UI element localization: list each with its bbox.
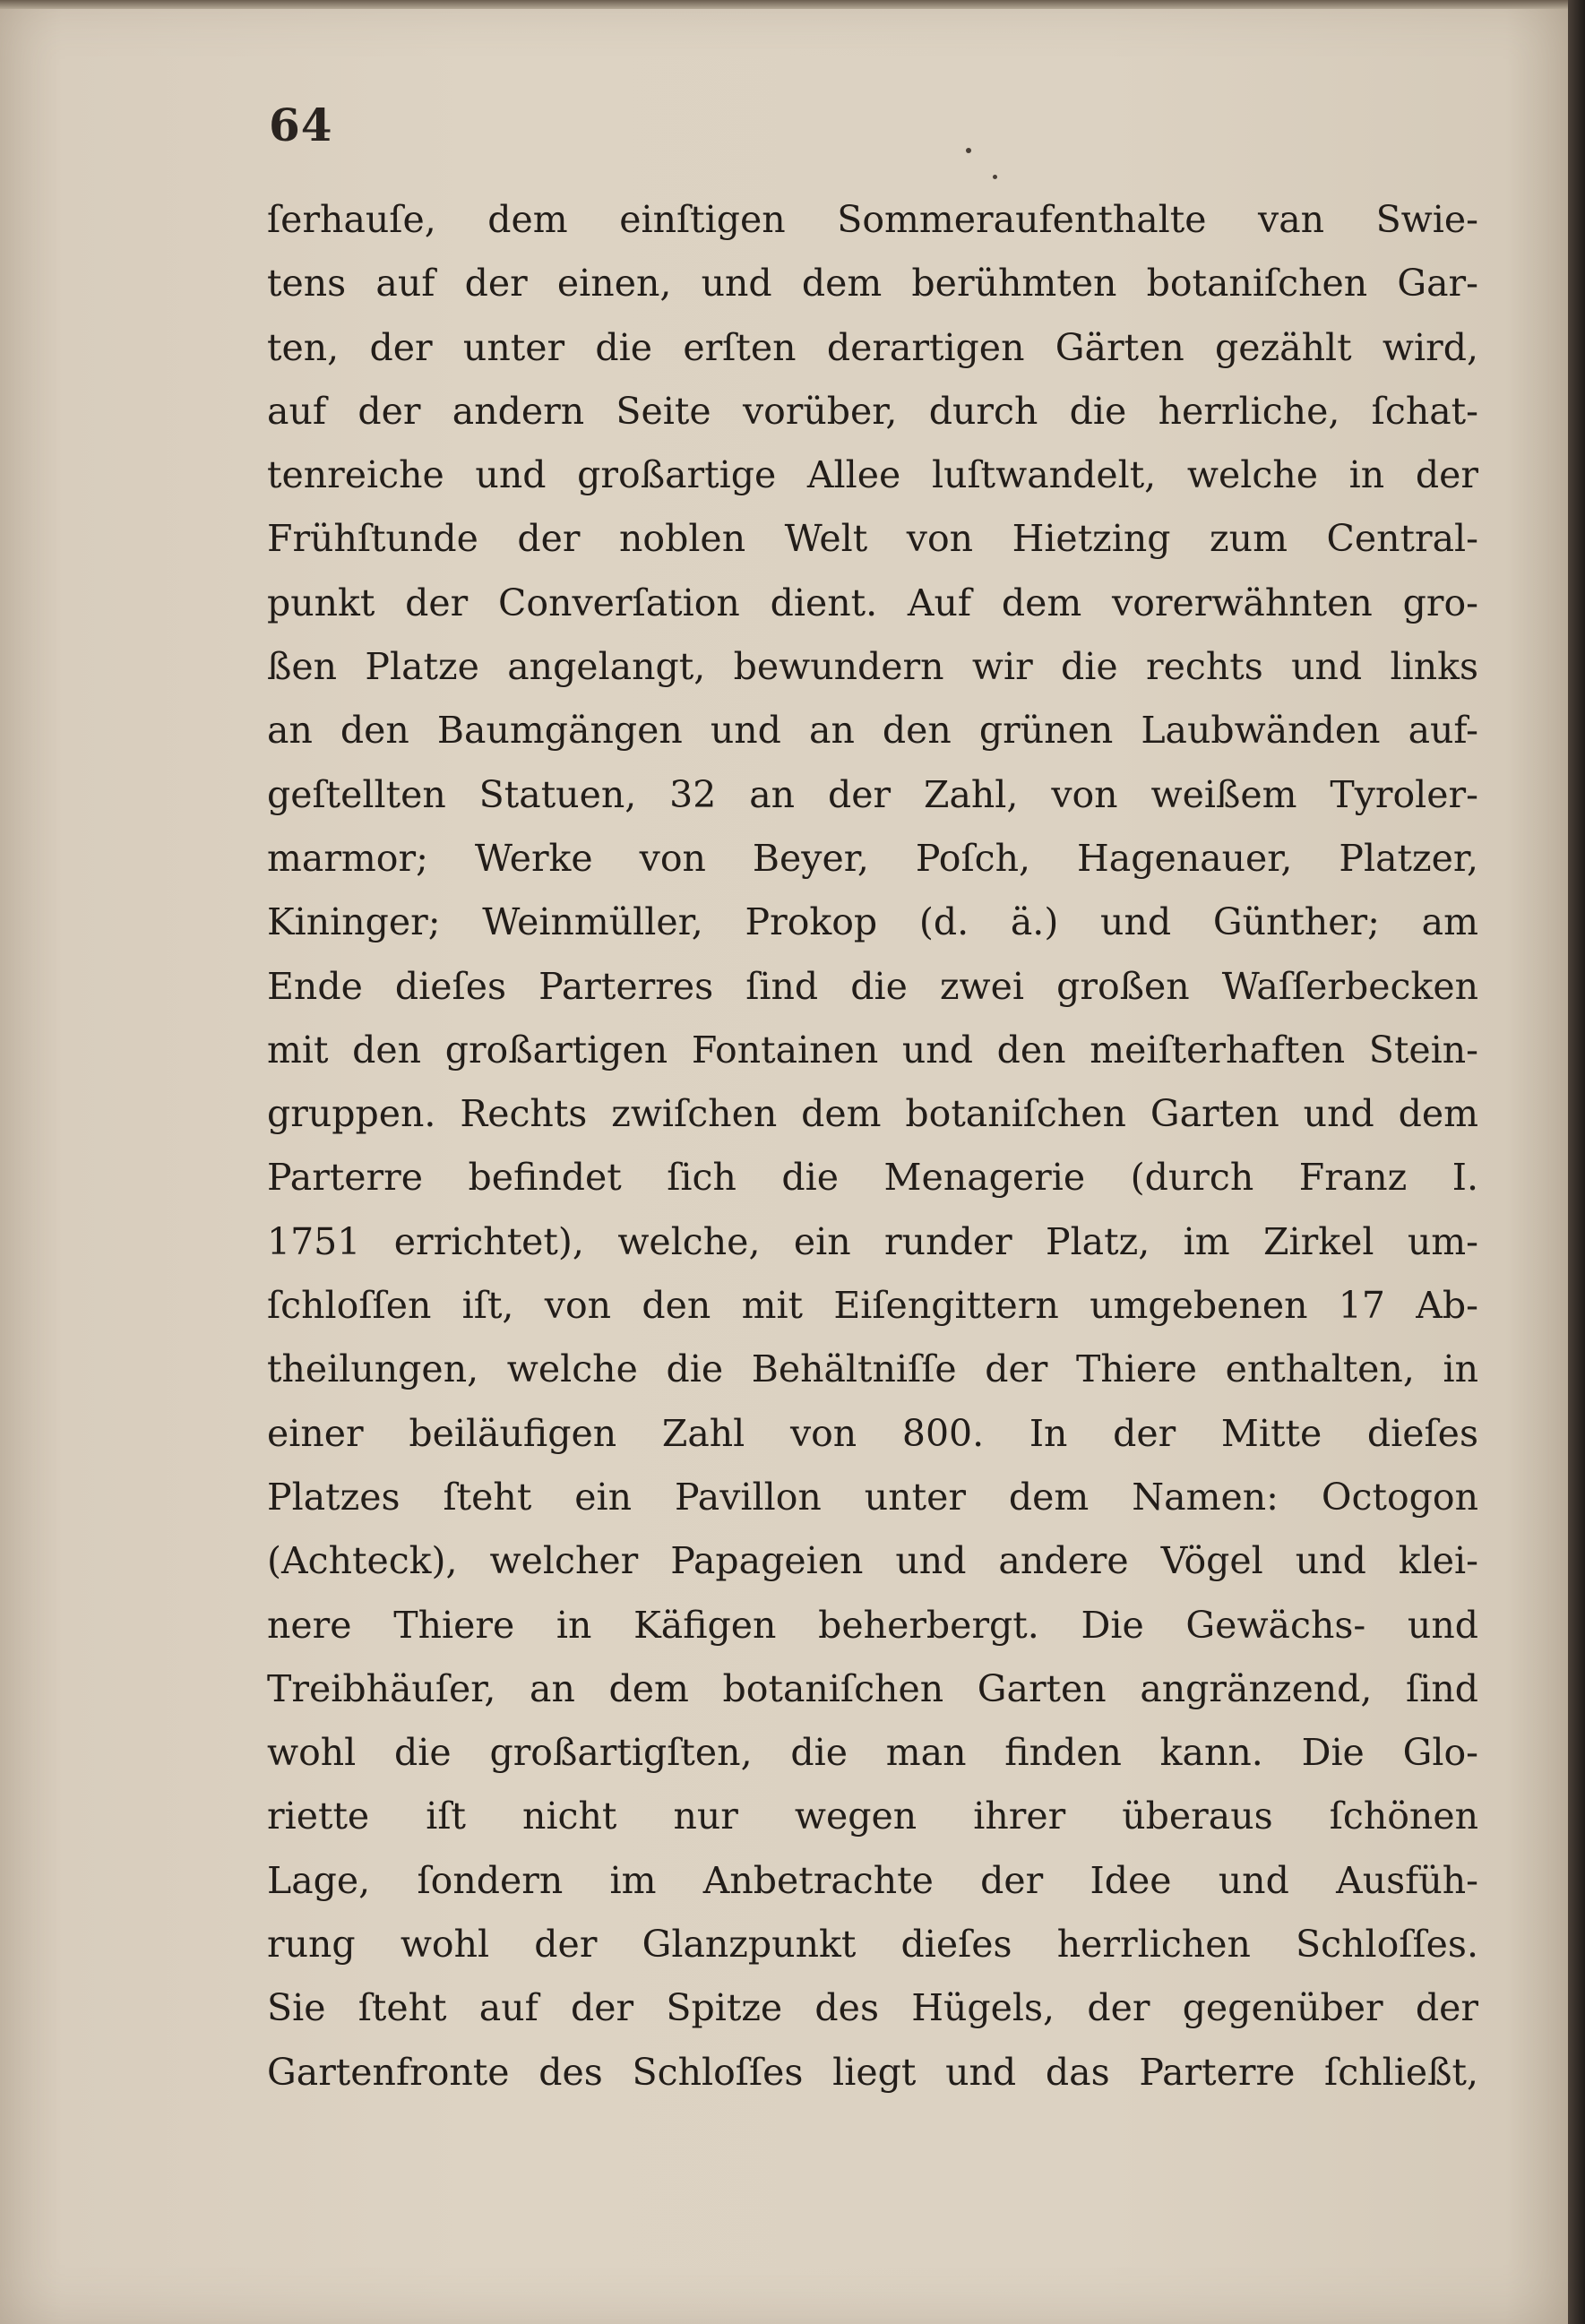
text-line-24: Treibhäuſer, an dem botaniſchen Garten angränzend, ſind — [267, 1666, 1478, 1710]
text-line-26: riette iſt nicht nur wegen ihrer überaus ſchönen — [267, 1795, 1478, 1838]
text-line-29: Sie ſteht auf der Spitze des Hügels, der gegenüber der — [267, 1986, 1478, 2030]
text-line-13: Ende dieſes Parterres ſind die zwei großen Waſſerbecken — [267, 964, 1478, 1008]
text-line-20: einer beiläufigen Zahl von 800. In der Mitte dieſes — [267, 1411, 1478, 1455]
text-line-12: Kininger; Weinmüller, Prokop (d. ä.) und Günther; am — [267, 900, 1478, 944]
page-number: 64 — [269, 99, 333, 151]
text-line-21: Platzes ſteht ein Pavillon unter dem Namen: Octogon — [267, 1475, 1478, 1519]
text-line-7: punkt der Converſation dient. Auf dem vorerwähnten gro- — [267, 581, 1478, 624]
text-line-9: an den Baumgängen und an den grünen Laubwänden auf- — [267, 709, 1478, 753]
text-line-4: auf der andern Seite vorüber, durch die herrliche, ſchat- — [267, 389, 1478, 433]
ink-speck — [966, 148, 971, 153]
text-line-18: ſchloſſen iſt, von den mit Eiſengittern umgebenen 17 Ab- — [267, 1284, 1478, 1328]
text-line-23: nere Thiere in Käfigen beherbergt. Die Gewächs- und — [267, 1603, 1478, 1647]
text-line-16: Parterre befindet ſich die Menagerie (durch Franz I. — [267, 1156, 1478, 1200]
text-line-11: marmor; Werke von Beyer, Poſch, Hagenauer, Platzer, — [267, 836, 1478, 880]
text-line-2: tens auf der einen, und dem berühmten botaniſchen Gar- — [267, 262, 1478, 306]
text-line-14: mit den großartigen Fontainen und den meiſterhaften Stein- — [267, 1028, 1478, 1072]
book-edge-shadow — [1568, 0, 1585, 2324]
text-line-5: tenreiche und großartige Allee luſtwandelt, welche in der — [267, 453, 1478, 497]
text-line-1: ſerhauſe, dem einſtigen Sommeraufenthalte van Swie- — [267, 198, 1478, 241]
text-line-25: wohl die großartigſten, die man finden kann. Die Glo- — [267, 1731, 1478, 1775]
text-line-27: Lage, ſondern im Anbetrachte der Idee und Ausfüh- — [267, 1858, 1478, 1902]
text-line-17: 1751 errichtet), welche, ein runder Platz, im Zirkel um- — [267, 1219, 1478, 1263]
text-line-30: Gartenfronte des Schloſſes liegt und das Parterre ſchließt, — [267, 2050, 1478, 2094]
text-line-8: ßen Platze angelangt, bewundern wir die rechts und links — [267, 645, 1478, 689]
page-top-edge — [0, 0, 1568, 9]
text-line-10: geſtellten Statuen, 32 an der Zahl, von weißem Tyroler- — [267, 772, 1478, 816]
text-line-22: (Achteck), welcher Papageien und andere Vögel und klei- — [267, 1539, 1478, 1583]
text-line-19: theilungen, welche die Behältniſſe der Thiere enthalten, in — [267, 1347, 1478, 1391]
text-line-3: ten, der unter die erſten derartigen Gärten gezählt wird, — [267, 325, 1478, 369]
text-line-6: Frühſtunde der noblen Welt von Hietzing zum Central- — [267, 517, 1478, 561]
body-text — [267, 188, 1478, 2105]
text-line-15: gruppen. Rechts zwiſchen dem botaniſchen Garten und dem — [267, 1092, 1478, 1136]
text-line-28: rung wohl der Glanzpunkt dieſes herrlichen Schloſſes. — [267, 1923, 1478, 1967]
ink-speck — [993, 175, 997, 179]
